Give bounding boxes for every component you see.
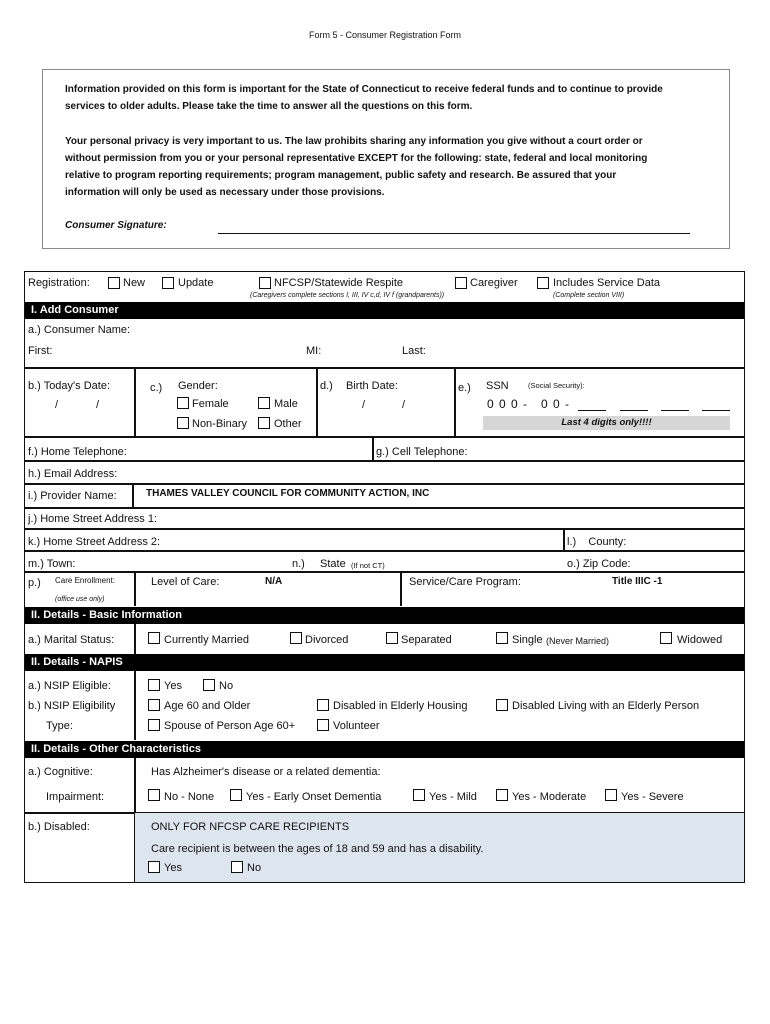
mild-label: Yes - Mild — [429, 791, 477, 803]
mild-checkbox[interactable] — [413, 789, 425, 801]
nfcsp-label: NFCSP/Statewide Respite — [274, 277, 403, 289]
disabled-housing-label: Disabled in Elderly Housing — [333, 700, 468, 712]
ssn-digit-field[interactable] — [620, 410, 648, 411]
spouse-checkbox[interactable] — [148, 719, 160, 731]
update-label: Update — [178, 277, 214, 289]
date-slash: / — [362, 399, 366, 411]
email-field[interactable]: h.) Email Address: — [28, 468, 118, 480]
care-enrollment-label: Care Enrollment: — [55, 576, 116, 585]
divorced-checkbox[interactable] — [290, 632, 302, 644]
disabled-yes-checkbox[interactable] — [148, 861, 160, 873]
nsip-eligibility-label: b.) NSIP Eligibility — [28, 700, 116, 712]
divider — [134, 671, 136, 740]
divider — [400, 571, 402, 606]
divider — [25, 528, 744, 530]
marital-status-label: a.) Marital Status: — [28, 634, 115, 646]
care-recipient-text: Care recipient is between the ages of 18 and 59 and has a disability. — [151, 843, 484, 855]
alzheimers-text: Has Alzheimer's disease or a related dementia: — [151, 766, 381, 778]
service-data-checkbox[interactable] — [537, 277, 549, 289]
gender-label: Gender: — [178, 380, 218, 392]
moderate-label: Yes - Moderate — [512, 791, 587, 803]
last-four-note: Last 4 digits only!!!! — [483, 416, 730, 430]
address-1-field[interactable]: j.) Home Street Address 1: — [28, 513, 157, 525]
home-telephone-field[interactable]: f.) Home Telephone: — [28, 446, 127, 458]
registration-label: Registration: — [28, 277, 90, 289]
divider — [25, 367, 744, 369]
cell-telephone-field[interactable]: g.) Cell Telephone: — [376, 446, 468, 458]
married-checkbox[interactable] — [148, 632, 160, 644]
cognitive-label: a.) Cognitive: — [28, 766, 93, 778]
state-note: (If not CT) — [351, 561, 385, 570]
separated-checkbox[interactable] — [386, 632, 398, 644]
other-checkbox[interactable] — [258, 417, 270, 429]
ssn-digit-field[interactable] — [578, 410, 606, 411]
ssn-label: SSN — [486, 380, 509, 392]
widowed-label: Widowed — [677, 634, 723, 646]
zip-code-field[interactable]: o.) Zip Code: — [567, 558, 631, 570]
ssn-letter: e.) — [458, 382, 471, 394]
disabled-housing-checkbox[interactable] — [317, 699, 329, 711]
nsip-eligible-label: a.) NSIP Eligible: — [28, 680, 111, 692]
first-name-field[interactable]: First: — [28, 345, 53, 357]
male-label: Male — [274, 398, 298, 410]
disabled-label: b.) Disabled: — [28, 821, 90, 833]
ssn-note: (Social Security): — [528, 381, 585, 390]
level-of-care-value: N/A — [265, 576, 283, 587]
male-checkbox[interactable] — [258, 397, 270, 409]
divider — [316, 367, 318, 436]
divider — [563, 528, 565, 550]
divider — [134, 624, 136, 654]
nsip-no-label: No — [219, 680, 234, 692]
single-note: (Never Married) — [546, 636, 610, 646]
nsip-type-label: Type: — [46, 720, 73, 732]
birth-date-label: Birth Date: — [346, 380, 398, 392]
divider — [134, 571, 136, 606]
divider — [25, 507, 744, 509]
state-field[interactable]: State — [320, 558, 346, 570]
cognitive-none-label: No - None — [164, 791, 215, 803]
care-program-label: Service/Care Program: — [409, 576, 521, 588]
signature-line[interactable] — [218, 233, 690, 234]
widowed-checkbox[interactable] — [660, 632, 672, 644]
notice-paragraph-2: Your personal privacy is very important to us. The law prohibits sharing any information you give without a court order or without permission from you or your personal representative EXCEPT for the following: state, federal and local monitoring relative to program reporting requirements; program management, public safety and research. Be assured that your information will only be used as necessary under those provisions. — [65, 136, 648, 198]
divider — [132, 483, 134, 507]
age-60-label: Age 60 and Older — [164, 700, 251, 712]
age-60-checkbox[interactable] — [148, 699, 160, 711]
date-slash: / — [55, 399, 59, 411]
divider — [454, 367, 456, 436]
single-checkbox[interactable] — [496, 632, 508, 644]
county-field[interactable]: l.) County: — [567, 536, 627, 548]
caregiver-label: Caregiver — [470, 277, 518, 289]
section-1-header: I. Add Consumer — [25, 302, 744, 319]
disabled-no-checkbox[interactable] — [231, 861, 243, 873]
nsip-yes-checkbox[interactable] — [148, 679, 160, 691]
moderate-checkbox[interactable] — [496, 789, 508, 801]
volunteer-checkbox[interactable] — [317, 719, 329, 731]
address-2-field[interactable]: k.) Home Street Address 2: — [28, 536, 161, 548]
ssn-digit-field[interactable] — [661, 410, 689, 411]
provider-name-label: i.) Provider Name: — [28, 490, 117, 502]
middle-initial-field[interactable]: MI: — [306, 345, 322, 357]
new-checkbox[interactable] — [108, 277, 120, 289]
nonbinary-checkbox[interactable] — [177, 417, 189, 429]
gender-letter: c.) — [150, 382, 163, 394]
town-field[interactable]: m.) Town: — [28, 558, 76, 570]
married-label: Currently Married — [164, 634, 249, 646]
signature-label: Consumer Signature: — [65, 220, 167, 231]
level-of-care-label: Level of Care: — [151, 576, 220, 588]
state-letter: n.) — [292, 558, 305, 570]
divider — [25, 550, 744, 552]
single-label: Single — [512, 634, 543, 646]
nfcsp-only-note: ONLY FOR NFCSP CARE RECIPIENTS — [151, 821, 350, 833]
early-onset-checkbox[interactable] — [230, 789, 242, 801]
nonbinary-label: Non-Binary — [192, 418, 248, 430]
early-onset-label: Yes - Early Onset Dementia — [246, 791, 382, 803]
notice-paragraph-1: Information provided on this form is important for the State of Connecticut to receive federal funds and to continue to provide services to older adults. Please take the time to answer all the questions on this form. — [65, 84, 663, 112]
divider — [25, 460, 744, 462]
divider — [134, 367, 136, 436]
section-2-other-header: II. Details - Other Characteristics — [25, 741, 744, 758]
disabled-living-checkbox[interactable] — [496, 699, 508, 711]
separated-label: Separated — [401, 634, 452, 646]
service-data-note: (Complete section VIII) — [553, 292, 625, 299]
provider-name-value: THAMES VALLEY COUNCIL FOR COMMUNITY ACTION, INC — [146, 488, 430, 499]
ssn-digit-field[interactable] — [702, 410, 730, 411]
spouse-label: Spouse of Person Age 60+ — [164, 720, 296, 732]
nfcsp-checkbox[interactable] — [259, 277, 271, 289]
section-2-napis-header: II. Details - NAPIS — [25, 654, 744, 671]
care-program-value: Title IIIC -1 — [612, 576, 663, 587]
nfcsp-note: (Caregivers complete sections I, III, IV c,d, IV f (grandparents)) — [250, 292, 445, 299]
last-name-field[interactable]: Last: — [402, 345, 426, 357]
female-label: Female — [192, 398, 229, 410]
office-use-note: (office use only) — [55, 596, 105, 603]
impairment-label: Impairment: — [46, 791, 105, 803]
caregiver-checkbox[interactable] — [455, 277, 467, 289]
birth-date-letter: d.) — [320, 380, 333, 392]
severe-checkbox[interactable] — [605, 789, 617, 801]
form-title: Form 5 - Consumer Registration Form — [308, 30, 462, 40]
divider — [25, 571, 744, 573]
new-label: New — [123, 277, 146, 289]
consumer-name-label: a.) Consumer Name: — [28, 324, 131, 336]
date-slash: / — [402, 399, 406, 411]
todays-date-label: b.) Today's Date: — [28, 380, 110, 392]
nsip-yes-label: Yes — [164, 680, 182, 692]
disabled-yes-label: Yes — [164, 862, 182, 874]
disabled-no-label: No — [247, 862, 262, 874]
update-checkbox[interactable] — [162, 277, 174, 289]
cognitive-none-checkbox[interactable] — [148, 789, 160, 801]
date-slash: / — [96, 399, 100, 411]
section-2-basic-header: II. Details - Basic Information — [25, 607, 744, 624]
volunteer-label: Volunteer — [333, 720, 380, 732]
severe-label: Yes - Severe — [621, 791, 684, 803]
disabled-living-label: Disabled Living with an Elderly Person — [512, 700, 700, 712]
divorced-label: Divorced — [305, 634, 349, 646]
divider — [372, 436, 374, 460]
other-label: Other — [274, 418, 302, 430]
female-checkbox[interactable] — [177, 397, 189, 409]
divider — [25, 436, 744, 438]
ssn-prefix: 0 0 0 - 0 0 - — [487, 397, 571, 411]
enrollment-letter: p.) — [28, 577, 41, 589]
service-data-label: Includes Service Data — [553, 277, 660, 289]
nsip-no-checkbox[interactable] — [203, 679, 215, 691]
privacy-notice-box — [42, 69, 730, 249]
